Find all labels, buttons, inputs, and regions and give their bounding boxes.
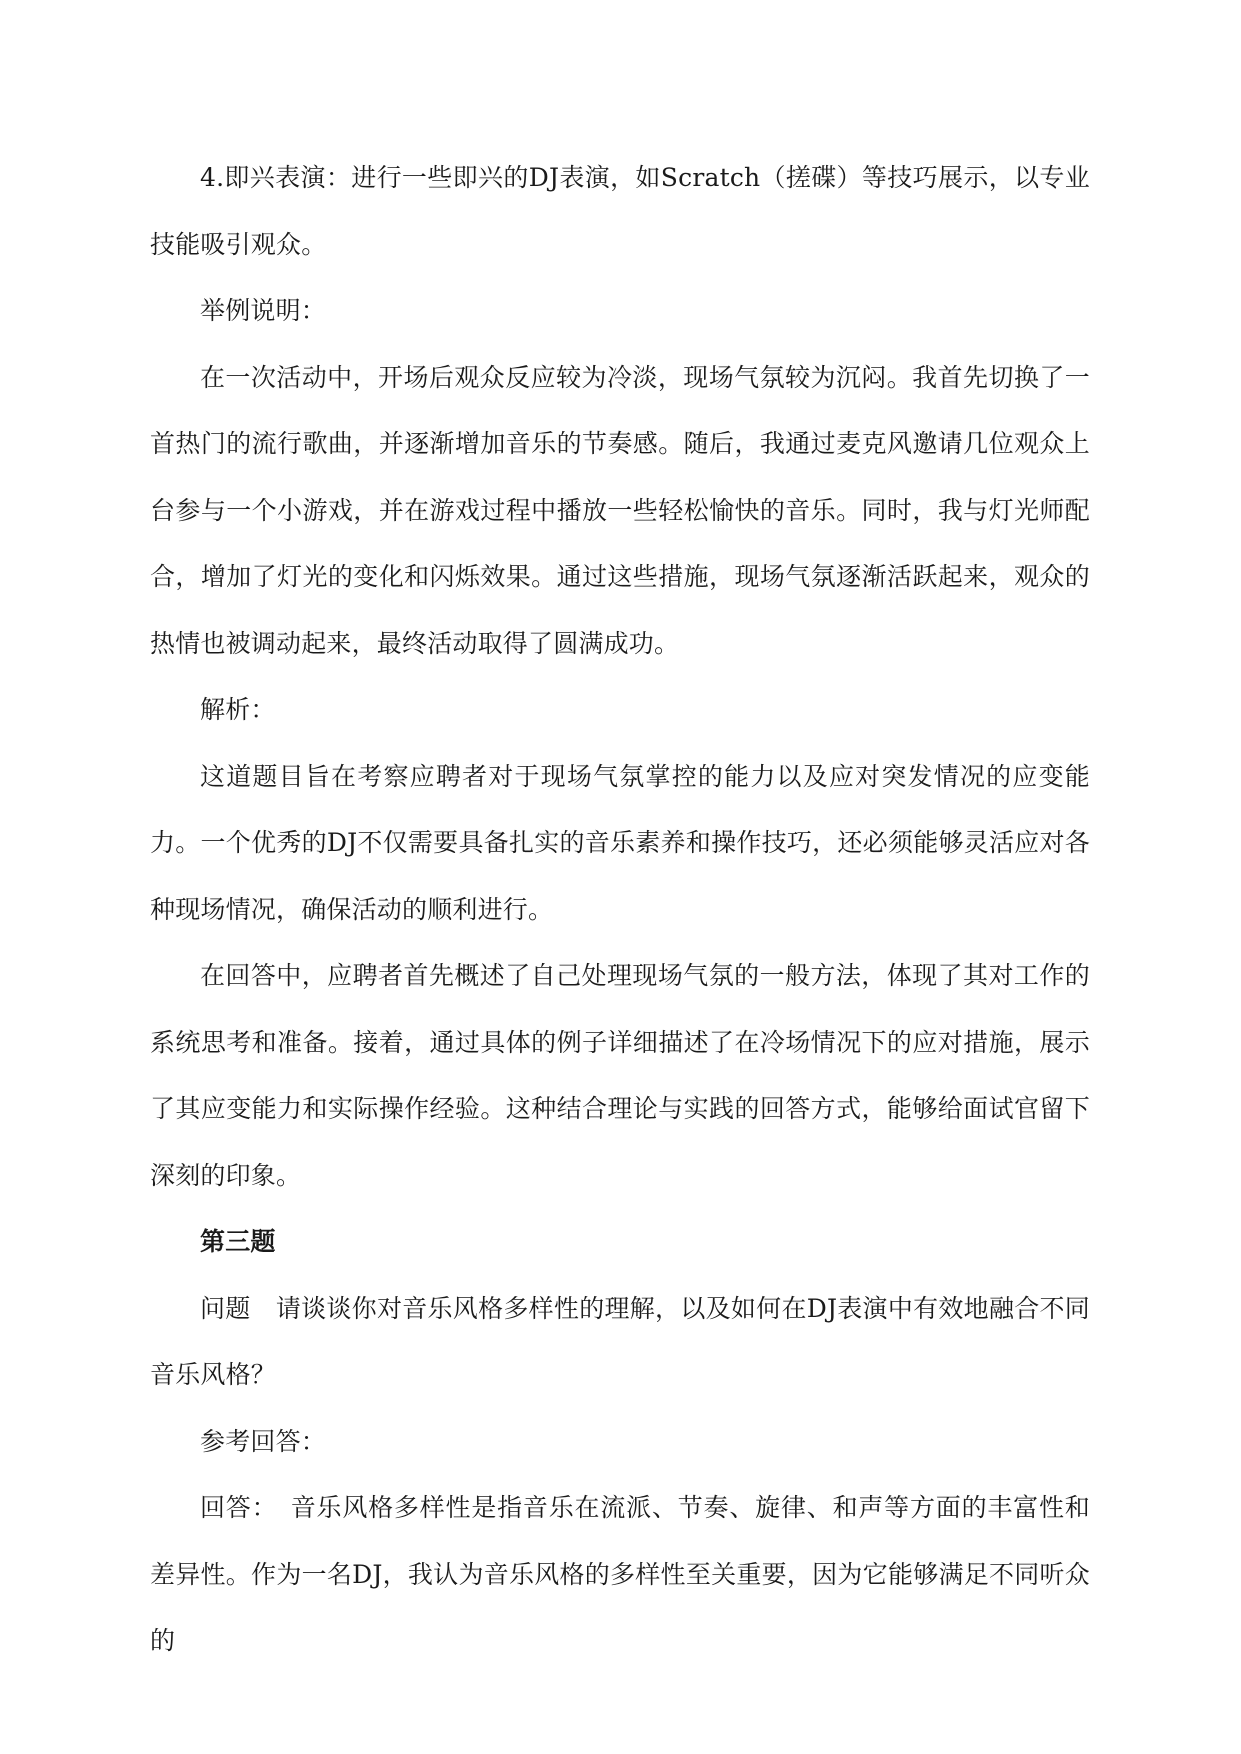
- paragraph-question: 问题 请谈谈你对音乐风格多样性的理解，以及如何在DJ表演中有效地融合不同音乐风格？: [150, 1293, 1090, 1389]
- paragraph-analysis-answer: 在回答中，应聘者首先概述了自己处理现场气氛的一般方法，体现了其对工作的系统思考和准备。接着，通过具体的例子详细描述了在冷场情况下的应对措施，展示了其应变能力和实际操作经验。这种结合理论与实践的回答方式，能够给面试官留下深刻的印象。: [150, 961, 1090, 1190]
- section-heading-question-three: 第三题: [200, 1227, 276, 1256]
- paragraph-example-story: 在一次活动中，开场后观众反应较为冷淡，现场气氛较为沉闷。我首先切换了一首热门的流行歌曲，并逐渐增加音乐的节奏感。随后，我通过麦克风邀请几位观众上台参与一个小游戏，并在游戏过程中播放一些轻松愉快的音乐。同时，我与灯光师配合，增加了灯光的变化和闪烁效果。通过这些措施，现场气氛逐渐活跃起来，观众的热情也被调动起来，最终活动取得了圆满成功。: [150, 362, 1090, 658]
- paragraph-reference-answer-label: 参考回答：: [200, 1426, 327, 1456]
- paragraph-improvisation: 4.即兴表演：进行一些即兴的DJ表演，如Scratch（搓碟）等技巧展示，以专业技能吸引观众。: [150, 163, 1090, 259]
- document-body: [150, 145, 1090, 1675]
- paragraph-example-label: 举例说明：: [200, 296, 327, 325]
- paragraph-analysis-purpose: 这道题目旨在考察应聘者对于现场气氛掌控的能力以及应对突发情况的应变能力。一个优秀的DJ不仅需要具备扎实的音乐素养和操作技巧，还必须能够灵活应对各种现场情况，确保活动的顺利进行。: [150, 761, 1090, 924]
- paragraph-answer: 回答： 音乐风格多样性是指音乐在流派、节奏、旋律、和声等方面的丰富性和差异性。作为一名DJ，我认为音乐风格的多样性至关重要，因为它能够满足不同听众的: [150, 1493, 1090, 1655]
- paragraph-analysis-label: 解析：: [200, 695, 276, 724]
